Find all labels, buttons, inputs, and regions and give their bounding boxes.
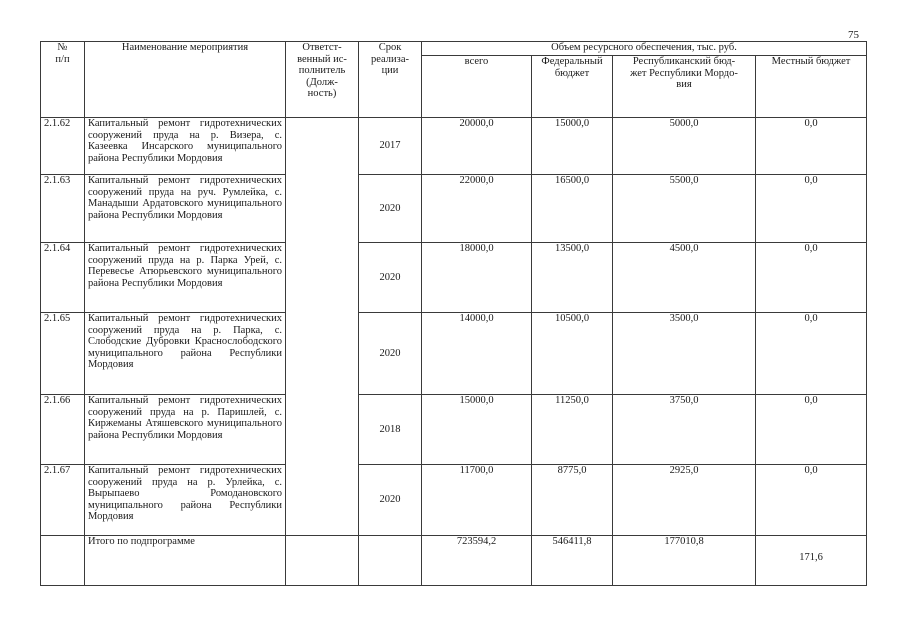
row-federal: 10500,0	[532, 313, 613, 395]
header-local: Местный бюджет	[756, 56, 867, 118]
table-row	[41, 118, 867, 175]
page-number: 75	[848, 29, 859, 41]
summary-federal: 546411,8	[532, 536, 613, 586]
row-total: 20000,0	[422, 118, 532, 175]
row-total: 11700,0	[422, 465, 532, 536]
row-name: Капитальный ремонт гидротехнических сооружений пруда на р. Визера, с. Казеевка Инсарского муниципального района Республики Мордовия	[85, 118, 286, 175]
row-num: 2.1.66	[41, 395, 85, 465]
row-republic: 5000,0	[613, 118, 756, 175]
row-total: 14000,0	[422, 313, 532, 395]
responsible-cell	[286, 118, 359, 536]
table-row	[41, 395, 867, 465]
row-name: Капитальный ремонт гидротехнических сооружений пруда на р. Паришлей, с. Киржеманы Атяшевского муниципального района Республики Мордовия	[85, 395, 286, 465]
header-responsible: Ответст- венный ис- полнитель (Долж- ность)	[286, 42, 359, 118]
table-row	[41, 243, 867, 313]
header-num: № п/п	[41, 42, 85, 118]
row-num: 2.1.65	[41, 313, 85, 395]
row-local: 0,0	[756, 465, 867, 536]
row-num: 2.1.62	[41, 118, 85, 175]
header-total: всего	[422, 56, 532, 118]
table-row	[41, 465, 867, 536]
row-year: 2020	[359, 313, 422, 395]
row-name: Капитальный ремонт гидротехнических сооружений пруда на руч. Румлейка, с. Манадыши Ардатовского муниципального района Республики Мордовия	[85, 175, 286, 243]
row-total: 22000,0	[422, 175, 532, 243]
row-republic: 2925,0	[613, 465, 756, 536]
row-total: 15000,0	[422, 395, 532, 465]
summary-year	[359, 536, 422, 586]
row-local: 0,0	[756, 243, 867, 313]
header-name: Наименование мероприятия	[85, 42, 286, 118]
row-federal: 15000,0	[532, 118, 613, 175]
summary-label: Итого по подпрограмме	[85, 536, 286, 586]
row-local: 0,0	[756, 313, 867, 395]
summary-responsible	[286, 536, 359, 586]
row-num: 2.1.63	[41, 175, 85, 243]
row-name: Капитальный ремонт гидротехнических сооружений пруда на р. Парка Урей, с. Перевесье Атюрьевского муниципального района Республики Мордовия	[85, 243, 286, 313]
header-resources: Объем ресурсного обеспечения, тыс. руб.	[422, 42, 867, 56]
header-federal: Федеральный бюджет	[532, 56, 613, 118]
row-local: 0,0	[756, 175, 867, 243]
header-republic: Республиканский бюд- жет Республики Мордо- вия	[613, 56, 756, 118]
row-num: 2.1.64	[41, 243, 85, 313]
summary-num	[41, 536, 85, 586]
summary-total: 723594,2	[422, 536, 532, 586]
row-republic: 3500,0	[613, 313, 756, 395]
row-federal: 16500,0	[532, 175, 613, 243]
summary-row	[41, 536, 867, 586]
row-republic: 3750,0	[613, 395, 756, 465]
summary-local: 171,6	[756, 536, 867, 586]
row-num: 2.1.67	[41, 465, 85, 536]
row-republic: 4500,0	[613, 243, 756, 313]
row-local: 0,0	[756, 395, 867, 465]
row-name: Капитальный ремонт гидротехнических сооружений пруда на р. Урлейка, с. Вырыпаево Ромодановского муниципального района Республики Мордовия	[85, 465, 286, 536]
row-year: 2020	[359, 243, 422, 313]
row-name: Капитальный ремонт гидротехнических сооружений пруда на р. Парка, с. Слободские Дубровки Краснослободского муниципального района Республики Мордовия	[85, 313, 286, 395]
row-federal: 13500,0	[532, 243, 613, 313]
row-year: 2020	[359, 465, 422, 536]
row-republic: 5500,0	[613, 175, 756, 243]
table-row	[41, 175, 867, 243]
table-row	[41, 313, 867, 395]
row-federal: 8775,0	[532, 465, 613, 536]
row-federal: 11250,0	[532, 395, 613, 465]
row-year: 2017	[359, 118, 422, 175]
row-total: 18000,0	[422, 243, 532, 313]
header-term: Срок реализа- ции	[359, 42, 422, 118]
summary-republic: 177010,8	[613, 536, 756, 586]
row-year: 2020	[359, 175, 422, 243]
row-local: 0,0	[756, 118, 867, 175]
resource-table	[40, 41, 867, 586]
row-year: 2018	[359, 395, 422, 465]
